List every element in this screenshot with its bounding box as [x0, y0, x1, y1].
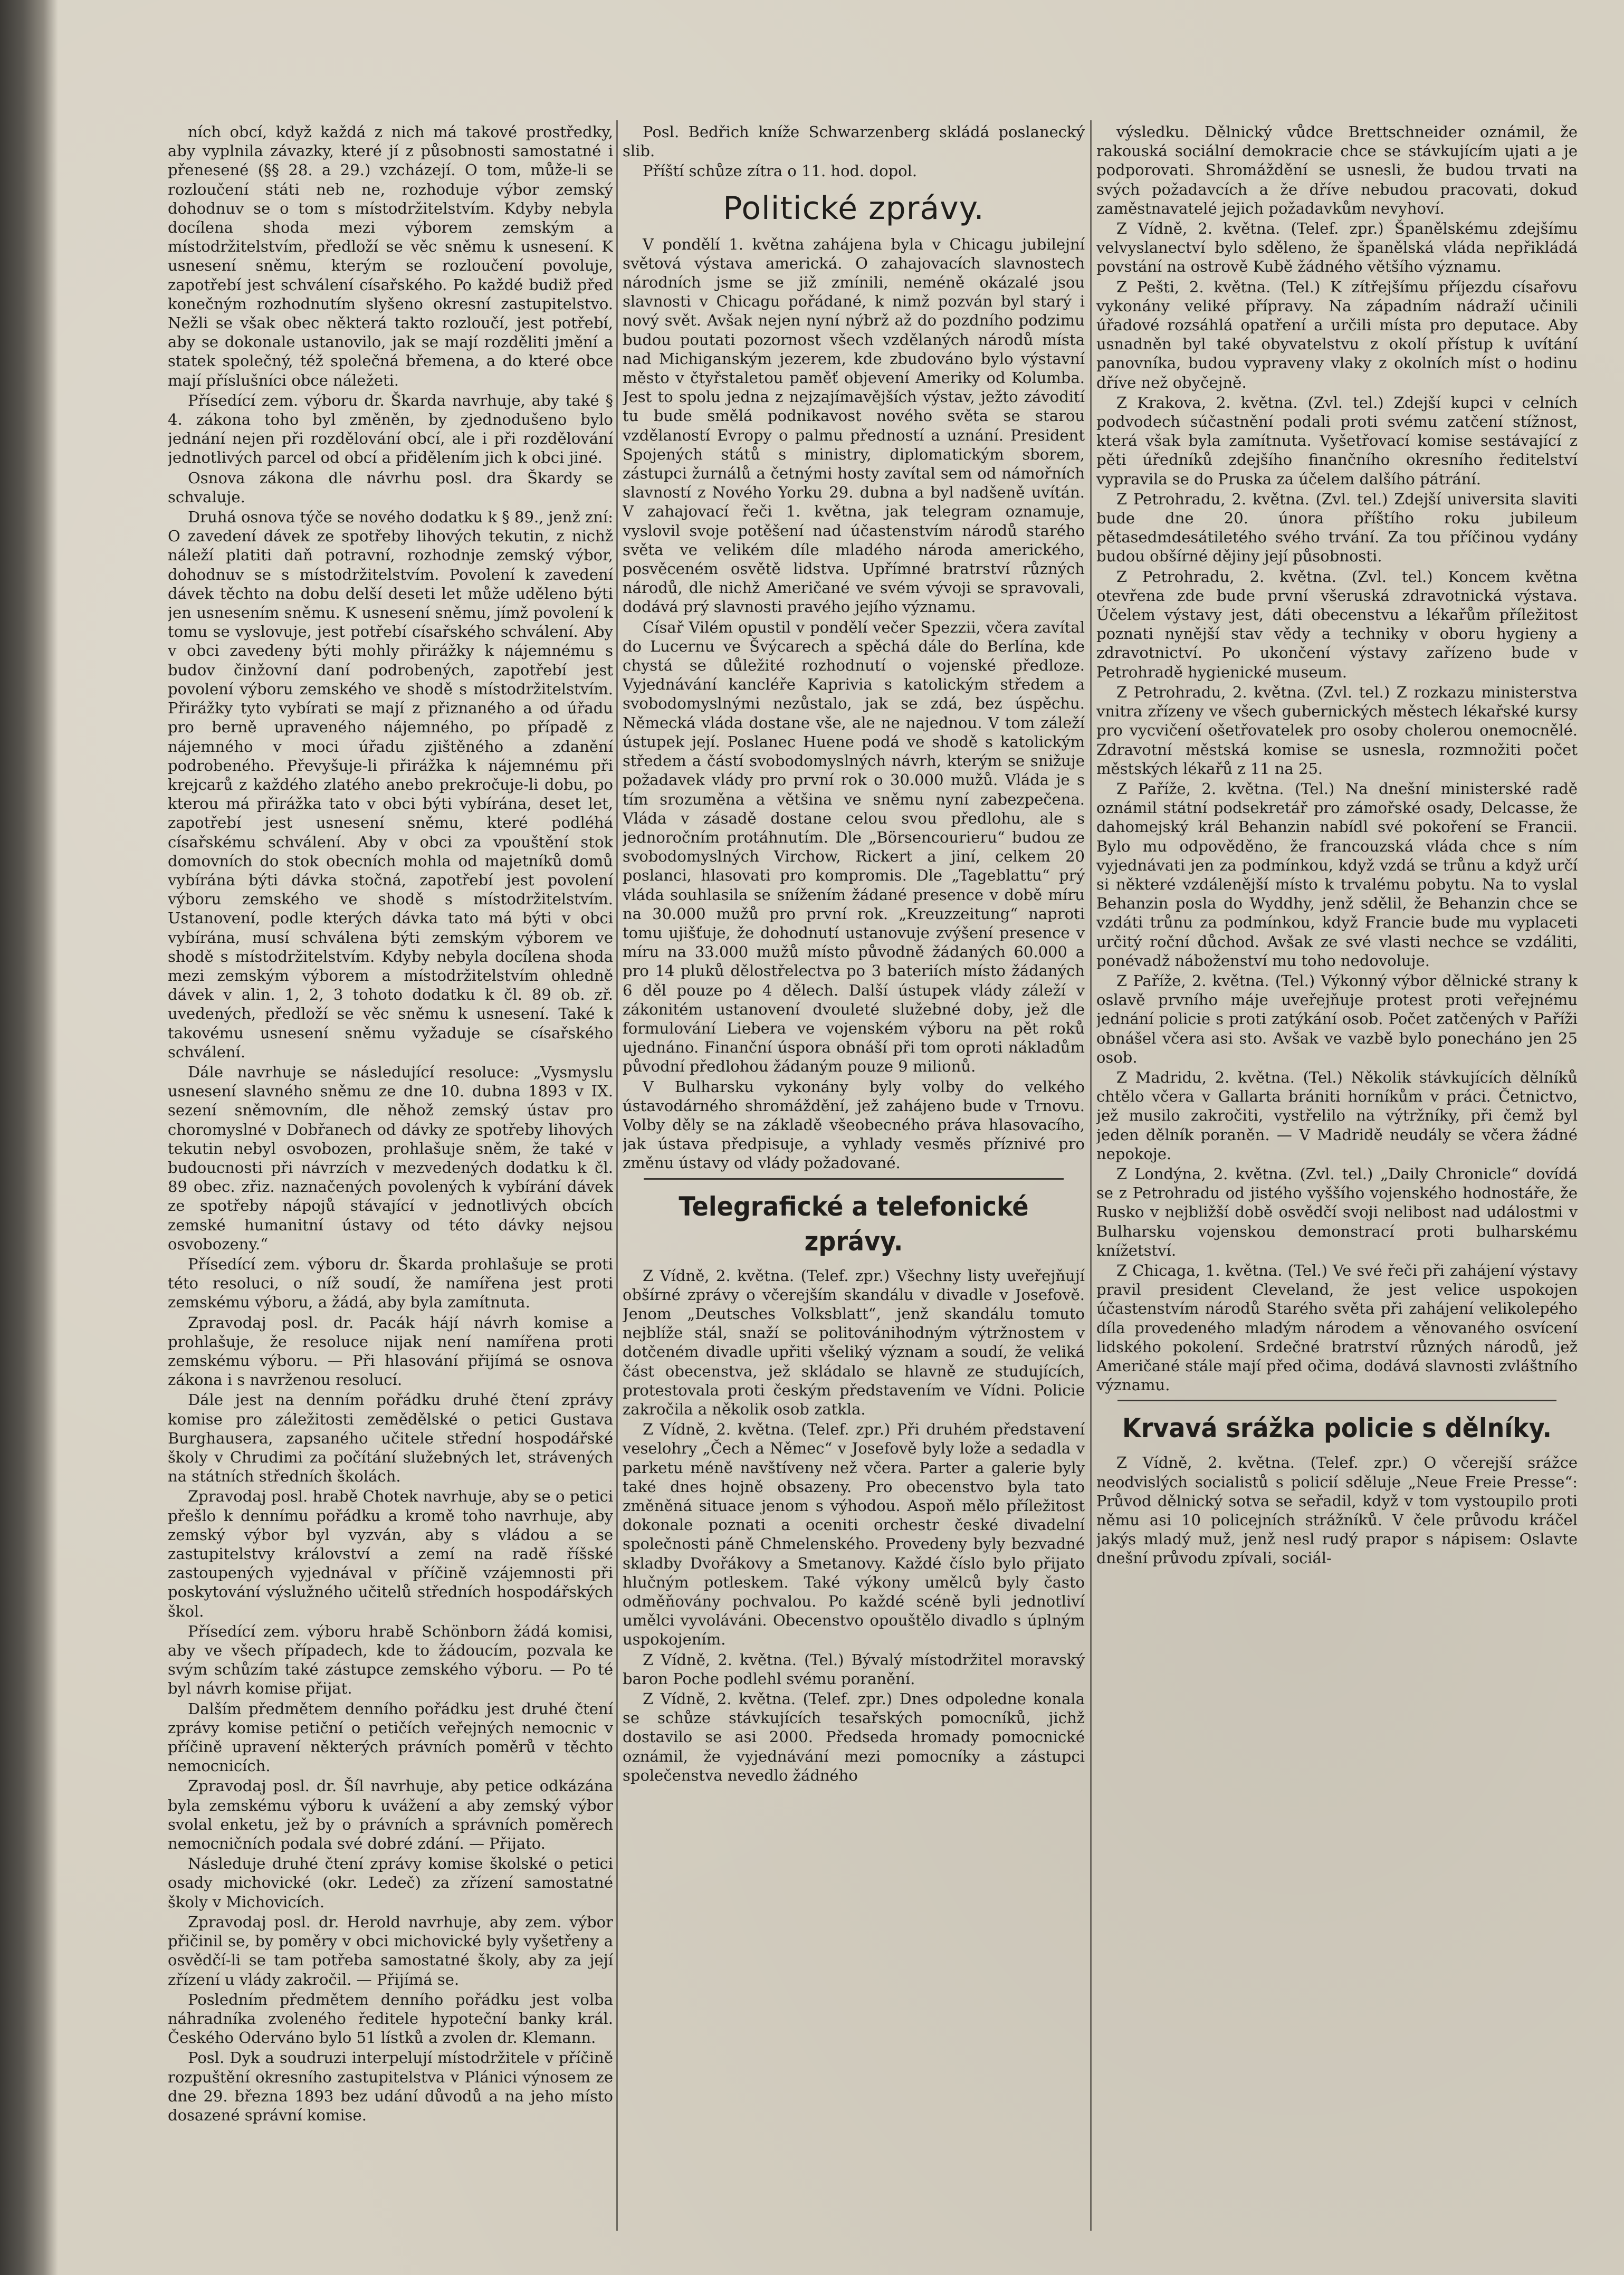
paragraph: Z Krakova, 2. května. (Zvl. tel.) Zdejší kupci v celních podvodech súčastnění podali proti svému zatčení stížnost, která však byla zamítnuta. Vyšetřovací komise sestávající z pěti úředníků zdejšího finančního okresního ředitelství vypravila se do Pruska za účelem dalšího pátrání.: [1096, 393, 1578, 488]
column-1: [168, 122, 613, 2228]
paragraph: výsledku. Dělnický vůdce Brettschneider oznámil, že rakouská sociální demokracie chce se stávkujícím ujati a je podporovati. Shromáždění se usnesli, že budou trvati na svých požadavcích a že dříve nebudou pracovati, dokud zaměstnavatelé jejich požadavkům nevyhoví.: [1096, 123, 1578, 217]
section-divider: [644, 1178, 1064, 1180]
paragraph: Zpravodaj posl. dr. Pacák hájí návrh komise a prohlašuje, že resoluce nijak není namířena proti zemskému výboru. — Při hlasování přijímá se osnova zákona i s navrženou resolucí.: [168, 1313, 613, 1389]
paragraph: V Bulharsku vykonány byly volby do velkého ústavodárného shromáždění, jež zahájeno bude v Trnovu. Volby děly se na základě všeobecného práva hlasovacího, jak ústava předpisuje, a vyhlady vesměs příznivé pro změnu ústavy od vlády požadované.: [623, 1077, 1085, 1172]
paragraph: Z Paříže, 2. května. (Tel.) Výkonný výbor dělnické strany k oslavě prvního máje uveřejňuje protest proti veřejnému jednání policie s proti zatýkání osob. Počet zatčených v Paříži obnášel včera asi sto. Avšak ve vazbě bylo ponecháno jen 25 osob.: [1096, 971, 1578, 1066]
paragraph: Z Petrohradu, 2. května. (Zvl. tel.) Koncem května otevřena zde bude první všeruská zdravotnická výstava. Účelem výstavy jest, dáti obecenstvu a lékařům příležitost poznati nynější stav vědy a techniky v oboru hygieny a zdravotnictví. Po ukončení výstavy zařízeno bude v Petrohradě hygienické museum.: [1096, 567, 1578, 681]
paragraph: Z Paříže, 2. května. (Tel.) Na dnešní ministerské radě oznámil státní podsekretář pro zámořské osady, Delcasse, že dahomejský král Behanzin nabídl své pokoření se Francii. Bylo mu odpověděno, že francouzská vláda chce s ním vyjednávati jen za podmínkou, když vzdá se trůnu a když určí si některé vzdálenější místo k trvalému pobytu. Na to vyslal Behanzin posla do Wyddhy, jenž sdělil, že Behanzin chce se vzdáti trůnu za podmínkou, když Francie bude mu vyplaceti určitý roční důchod. Avšak ze své vlasti nechce se vzdáliti, ponévadž náboženství mu toho nedovoluje.: [1096, 779, 1578, 970]
paragraph: Z Vídně, 2. května. (Telef. zpr.) O včerejší srážce neodvislých socialistů s policií sděluje „Neue Freie Presse“: Průvod dělnický sotva se seřadil, když v tom vystoupilo proti němu asi 10 policejních strážníků. V čele průvodu kráčel jakýs mladý muž, jenž nesl rudý prapor s nápisem: Oslavte dnešní průvodu zpívali, sociál-: [1096, 1454, 1578, 1567]
paragraph: ních obcí, když každá z nich má takové prostředky, aby vyplnila závazky, které jí z působnosti samostatné i přenesené (§§ 28. a 29.) vzcházejí. O tom, může-li se rozloučení státi neb ne, rozhoduje výbor zemský dohodnuv se o tom s místodržitelstvím. Kdyby nebyla docílena shoda mezi výborem zemským a místodržitelstvím, předloží se věc sněmu k usnesení. K usnesení sněmu, kterým se rozloučení povoluje, zapotřebí jest schválení císařského. Po každé budiž před konečným rozhodnutím slyšeno okresní zastupitelstvo. Nežli se však obec některá takto rozloučí, jest potřebí, aby se dokonale ustanovilo, jak se mají rozděliti jmění a statek společný, též společná břemena, a do které obce mají příslušníci obce náležeti.: [168, 123, 613, 389]
column-rule-1: [616, 120, 618, 2231]
paragraph: Příští schůze zítra o 11. hod. dopol.: [643, 162, 918, 180]
paragraph: Zpravodaj posl. dr. Šíl navrhuje, aby petice odkázána byla zemskému výboru k uvážení a aby zemský výbor svolal enketu, jež by o právních a správních poměrech nemocničních podala své dobré zdání. — Přijato.: [168, 1777, 613, 1853]
paragraph: Osnova zákona dle návrhu posl. dra Škardy se schvaluje.: [168, 469, 613, 506]
paragraph: Z Vídně, 2. května. (Tel.) Bývalý místodržitel moravský baron Poche podlehl svému poranění.: [623, 1650, 1085, 1688]
paragraph: Přísedící zem. výboru hrabě Schönborn žádá komisi, aby ve všech případech, kde to žádoucím, pozvala ke svým schůzím také zástupce zemského výboru. — Po té byl návrh komise přijat.: [168, 1622, 613, 1698]
paragraph: Z Petrohradu, 2. května. (Zvl. tel.) Z rozkazu ministerstva vnitra zřízeny ve všech gubernických městech lékařské kursy pro vycvičení ošetřovatelek pro osoby cholerou onemocnělé. Zdravotní městská komise se usnesla, rozmnožiti počet městských lékařů z 11 na 25.: [1096, 683, 1578, 778]
column-3: [1096, 122, 1578, 2228]
paragraph: Dalším předmětem denního pořádku jest druhé čtení zprávy komise petiční o petičích veřejných nemocnic v příčině upravení některých právních poměrů v těchto nemocnicích.: [168, 1699, 613, 1775]
paragraph: Zpravodaj posl. hrabě Chotek navrhuje, aby se o petici přešlo k dennímu pořádku a kromě toho navrhuje, aby zemský výbor byl vyzván, aby s vládou a se zastupitelstvy království a zemí na radě říšské zastoupených vyjednával v příčině vzájemnosti při poskytování výslužného učitelů středních hospodářských škol.: [168, 1487, 613, 1620]
paragraph: Z Petrohradu, 2. května. (Zvl. tel.) Zdejší universita slaviti bude dne 20. února příštího roku jubileum pětasedmdesátiletého svého trvání. Za tou příčinou vydány budou obšírné dějiny její působnosti.: [1096, 490, 1578, 566]
paragraph: Z Madridu, 2. května. (Tel.) Několik stávkujících dělníků chtělo včera v Gallarta brániti horníkům v práci. Četnictvo, jež musilo zakročiti, vystřelilo na výtržníky, při čemž byl jeden dělník poraněn. — V Madridě neudály se včera žádné nepokoje.: [1096, 1068, 1578, 1163]
paragraph: Druhá osnova týče se nového dodatku k § 89., jenž zní: O zavedení dávek ze spotřeby lihových tekutin, z nichž náleží platiti daň potravní, rozhodnje zemský výbor, dohodnuv se s místodržitelstvím. Povolení k zavedení dávek těchto na dobu delší deseti let může uděleno býti jen usnesením sněmu. K usnesení sněmu, jímž povolení k tomu se vyslovuje, jest potřebí císařského schválení. Aby v obci zavedeny býti mohly přirážky k nájemnému s budov činžovní daní podrobených, zapotřebí jest povolení výboru zemského ve shodě s místodržitelstvím. Přirážky tyto vybírati se mají z přiznaného a od úřadu pro berně upraveného nájemného, po případě z nájemného v moci úřadu zjištěného a zdanění podrobeného. Převyšuje-li přirážka k nájemnému při krejcarů z každého zlatého anebo prekročuje-li dobu, po kterou má přirážka tato v obci býti vybírána, deset let, zapotřebí jest usnesení sněmu, které podléhá císařskému schválení. Aby v obci za vpouštění stok domovních do stok obecních mohla od majetníků domů vybírána býti dávka stočná, zapotřebí jest povolení výboru zemského ve shodě s místodržitelstvím. Ustanovení, podle kterých dávka tato má býti v obci vybírána, musí schválena býti zemským výborem ve shodě s místodržitelstvím. Kdyby nebyla docílena shoda mezi zemským výborem a místodržitelstvím ohledně dávek v alin. 1, 2, 3 tohoto dodatku k čl. 89 ob. zř. uvedených, předloží se věc sněmu k usnesení. Také k takovému usnesení sněmu vyžaduje se císařského schválení.: [168, 508, 613, 1061]
paragraph: Posl. Bedřich kníže Schwarzenberg skládá poslanecký slib.: [623, 123, 1085, 160]
paragraph: Z Vídně, 2. května. (Telef. zpr.) Všechny listy uveřejňují obšírné zprávy o včerejším skandálu v divadle v Josefově. Jenom „Deutsches Volksblatt“, jenž skandálu tomuto nejblíže stál, snaží se politovánihodným výtržnostem v dotčeném divadle upřiti všeliký význam a soudí, že veliká část obecenstva, jež skládalo se hlavně ze studujících, protestovala proti českým představením ve Vídni. Policie zakročila a několik osob zatkla.: [623, 1266, 1085, 1418]
paragraph: Přísedící zem. výboru dr. Škarda prohlašuje se proti této resoluci, o níž soudí, že namířena jest proti zemskému výboru, a žádá, aby byla zamítnuta.: [168, 1255, 613, 1312]
paragraph: Dále navrhuje se následující resoluce: „Vysmyslu usnesení slavného sněmu ze dne 10. dubna 1893 v IX. sezení sněmovním, dle něhož zemský ústav pro choromyslné v Dobřanech od dávky ze spotřeby lihových tekutin nebyl osvobozen, prohlašuje sněm, že také v budoucnosti při návrzích v mezvedených dodatku k čl. 89 obec. zřiz. naznačených povolených k vybírání dávek ze spotřeby nápojů stávající v jednotlivých obcích zemské humanitní ústavy od této dávky nejsou osvobozeny.“: [168, 1063, 613, 1253]
section-heading-clash: Krvavá srážka policie s dělníky.: [1122, 1413, 1552, 1444]
paragraph: Posledním předmětem denního pořádku jest volba náhradníka zvoleného ředitele hypoteční banky král. Českého Oderváno bylo 51 lístků a zvolen dr. Klemann.: [168, 1990, 613, 2047]
paragraph: Zpravodaj posl. dr. Herold navrhuje, aby zem. výbor přičinil se, by poměry v obci michovické byly vyšetřeny a osvědčí-li se tam potřeba samostatné školy, aby za její zřízení u vlády zakročil. — Přijímá se.: [168, 1913, 613, 1989]
section-heading-politics: Politické zprávy.: [723, 189, 985, 227]
column-2: [623, 122, 1085, 2228]
page-binding-shadow: [0, 0, 58, 2275]
paragraph: Císař Vilém opustil v pondělí večer Spezzii, včera zavítal do Lucernu ve Švýcarech a spěchá dále do Berlína, kde chystá se důležité rozhodnutí o vojenské předloze. Vyjednávání kancléře Kaprivia s katolickým středem a svobodomyslnými nezůstalo, jak se zdá, bez úspěchu. Německá vláda dostane vše, ale ne najednou. V tom záleží ústupek její. Poslanec Huene podá ve shodě s katolickým středem a částí svobodomyslných návrh, kterým se snižuje požadavek vlády pro první rok o 30.000 mužů. Vláda je s tím srozuměna a většina ve sněmu nyní zabezpečena. Vláda v zásadě dostane celou svou předlohu, ale s jednoročním protáhnutím. Dle „Börsencourieru“ budou ze svobodomyslných Virchow, Rickert a jiní, celkem 20 poslanci, hlasovati pro kompromis. Dle „Tageblattu“ prý vláda souhlasila se snížením žádané presence v době míru na 30.000 mužů pro první rok. „Kreuzzeitung“ naproti tomu ujišťuje, že dohodnutí ustanovuje zvýšení presence v míru na 33.000 mužů místo původně žádaných 60.000 a pro 14 pluků dělostřelectva po 3 bateriích místo žádaných 6 děl pouze po 4 dělech. Další ústupek vlády záleží v zákonitém ustanovení dvouleté služebné doby, jež dle formulování Liebera ve vojenském výboru na pět roků ujednáno. Finanční úspora obnáší při tom oproti nákladům původní předlohou žádaným pouze 9 milionů.: [623, 618, 1085, 1076]
paragraph: Z Pešti, 2. května. (Tel.) K zítřejšímu příjezdu císařovu vykonány veliké přípravy. Na západním nádraží učinili úřadové rozsáhlá opatření a určili místa pro deputace. Aby usnadněn byl také obyvatelstvu z okolí přístup k uvítání panovníka, budou vypraveny vlaky z okolních míst o hodinu dříve než obyčejně.: [1096, 278, 1578, 391]
paragraph: Z Vídně, 2. května. (Telef. zpr.) Při druhém představení veselohry „Čech a Němec“ v Josefově byly lože a sedadla v parketu méně navštíveny než včera. Parter a galerie byly také dnes hojně obsazeny. Pro obecenstvo byla tato změněná situace jenom s výhodou. Aspoň mělo příležitost dokonale poznati a oceniti orchestr české divadelní společnosti páně Chmelenského. Provedeny byly bezvadné skladby Dvořákovy a Smetanovy. Každé číslo bylo přijato hlučným potleskem. Také výkony umělců byly často odměňovány pochvalou. Po každé scéně byli jednotliví umělci vyvoláváni. Obecenstvo opouštělo divadlo s úplným uspokojením.: [623, 1420, 1085, 1649]
column-rule-2: [1090, 120, 1092, 2231]
paragraph: Z Vídně, 2. května. (Telef. zpr.) Španělskému zdejšímu velvyslanectví bylo sděleno, že španělská vláda nepřikládá povstání na ostrově Kubě žádného většího významu.: [1096, 219, 1578, 276]
paragraph: Z Vídně, 2. května. (Telef. zpr.) Dnes odpoledne konala se schůze stávkujících tesařských pomocníků, jichž dostavilo se asi 2000. Předseda hromady pomocnické oznámil, že vyjednávání mezi pomocníky a zástupci společenstva nevedlo žádného: [623, 1690, 1085, 1784]
paragraph: Z Chicaga, 1. května. (Tel.) Ve své řeči při zahájení výstavy pravil president Cleveland, že jest velice uspokojen účastenstvím národů Starého světa při zahájení velikolepého díla provedeného mladým národem a věnovaného osvícení lidského pokolení. Srdečné bratrství různých národů, jež Američané stále mají před očima, dodává slavnosti zvláštního významu.: [1096, 1261, 1578, 1394]
section-divider: [1117, 1400, 1556, 1401]
section-heading-telegraph: Telegrafické a telefonické zprávy.: [679, 1191, 1029, 1257]
paragraph: Dále jest na denním pořádku druhé čtení zprávy komise pro záležitosti zemědělské o petici Gustava Burghausera, zapsaného učitele střední hospodářské školy v Chrudimi za počítání služebných let, strávených na státních středních školách.: [168, 1391, 613, 1486]
paragraph: Posl. Dyk a soudruzi interpelují místodržitele v příčině rozpuštění okresního zastupitelstva v Plánici výnosem ze dne 29. března 1893 bez udání důvodů a na jeho místo dosazené správní komise.: [168, 2049, 613, 2124]
paragraph: V pondělí 1. května zahájena byla v Chicagu jubilejní světová výstava americká. O zahajovacích slavnostech národních jsme se již zmínili, neméně okázalé jsou slavnosti v Chicagu pořádané, k nimž pozván byl starý i nový svět. Avšak nejen nyní nýbrž až do pozdního podzimu budou poutati pozornost všech vzdělaných národů místa nad Michiganským jezerem, kde zbudováno bylo výstavní město v čtyřstaletou paměť objevení Ameriky od Kolumba. Jest to spolu jedna z nejzajímavějších výstav, ježto závodití tu bude smělá podnikavost nového světa se starou vzdělaností Evropy o palmu předností a uznání. President Spojených států s ministry, diplomatickým sborem, zástupci žurnálů a četnými hosty zavítal sem od námořních slavností z Nového Yorku 29. dubna a byl nadšeně uvítán. V zahajovací řeči 1. května, jak telegram oznamuje, vyslovil svoje potěšení nad účastenstvím národů starého světa ve velikém díle mladého národa amerického, posvěceném osvětě lidstva. Upřímné bratrství různých národů, dle nichž Američané ve svém vývoji se spravovali, dodává prý slavnosti pravého jejího významu.: [623, 235, 1085, 616]
paragraph: Následuje druhé čtení zprávy komise školské o petici osady michovické (okr. Ledeč) za zřízení samostatné školy v Michovicích.: [168, 1855, 613, 1911]
paragraph: Z Londýna, 2. května. (Zvl. tel.) „Daily Chronicle“ dovídá se z Petrohradu od jistého vyššího vojenského hodnostáře, že Rusko v nejbližší době osvědčí svoji nelibost nad událostmi v Bulharsku vojenskou demonstrací proti bulharskému knížetství.: [1096, 1164, 1578, 1259]
paragraph: Přísedící zem. výboru dr. Škarda navrhuje, aby také § 4. zákona toho byl změněn, by zjednodušeno bylo jednání nejen při rozdělování obcí, ale i při rozdělování jednotlivých parcel od obcí a přidělením jich k obci jiné.: [168, 391, 613, 467]
